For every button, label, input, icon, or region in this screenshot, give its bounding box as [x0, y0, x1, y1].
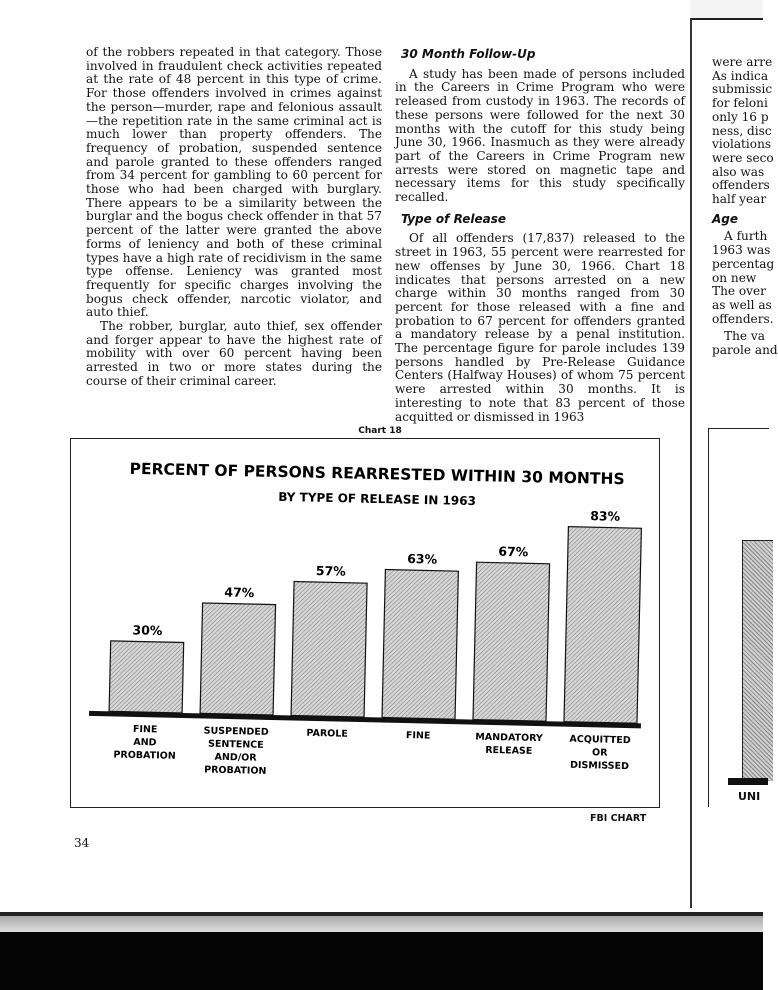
- text-column-right-clipped: [712, 55, 778, 358]
- line: also was: [712, 164, 765, 179]
- chart-body: [88, 497, 646, 786]
- line: violations: [712, 137, 772, 152]
- category-label: AND/OR: [214, 751, 257, 764]
- adjacent-chart-bar: [742, 540, 773, 781]
- bar-value-label: 83%: [590, 508, 621, 524]
- line: on new: [712, 270, 757, 285]
- category-label: ACQUITTED: [569, 733, 631, 747]
- paragraph: of the robbers repeated in that category. Those involved in fraudulent check activities repeated at the rate of 48 percent in this type of crime. For those offenders involved in crimes against the person—murder, rape and felonious assault—the repetition rate in the same criminal act is much lower than property offenders. The frequency of probation, suspended sentence and parole granted to these offenders ranged from 34 percent for gambling to 60 percent for those who had been charged with burglary. There appears to be a similarity between the burglar and the bogus check offender in that 57 percent of the latter were granted the above forms of leniency and both of these criminal types have a high rate of recidivism in the same type offense. Leniency was granted most frequently for specific charges involving the bogus check offender, narcotic violator, and auto thief.: [86, 45, 382, 320]
- category-label: FINE: [132, 723, 158, 736]
- category-label: OR: [591, 747, 608, 759]
- text-column-middle: [395, 46, 685, 424]
- line: half year: [712, 192, 767, 207]
- line: submissic: [712, 82, 773, 97]
- line: offenders.: [712, 311, 774, 326]
- category-label: FINE: [405, 730, 431, 742]
- section-heading: Age: [712, 211, 739, 226]
- category-label: MANDATORY: [475, 731, 543, 745]
- line: as well as: [712, 297, 772, 312]
- line: A furth: [724, 229, 768, 244]
- chart-subtitle: BY TYPE OF RELEASE IN 1963: [278, 489, 477, 509]
- chart-bar: [382, 570, 458, 720]
- line: were seco: [712, 150, 774, 165]
- chart-baseline: [89, 711, 641, 729]
- section-heading: Type of Release: [401, 211, 506, 226]
- category-label: SUSPENDED: [203, 725, 269, 738]
- category-label: PROBATION: [113, 749, 176, 762]
- adjacent-chart-label: UNI: [738, 790, 761, 803]
- section-heading: 30 Month Follow-Up: [401, 47, 536, 61]
- bar-value-label: 67%: [498, 543, 529, 560]
- line: ness, disc: [712, 123, 772, 138]
- chart-18-frame: [70, 438, 660, 808]
- scan-background: [0, 932, 763, 990]
- bar-value-label: 47%: [224, 584, 255, 601]
- chart-caption: Chart 18: [358, 426, 402, 436]
- chart-credit: FBI CHART: [590, 813, 647, 824]
- page-number: 34: [74, 836, 90, 850]
- bar-value-label: 63%: [407, 551, 438, 567]
- bar-chart: [71, 439, 659, 807]
- line: parole and: [712, 343, 778, 358]
- paragraph: A study has been made of persons included in the Careers in Crime Program who were released from custody in 1963. The records of these persons were followed for the next 30 months with the cutoff for this study being June 30, 1966. Inasmuch as they were already part of the Careers in Crime Program new arrests were stored on magnetic tape and necessary items for this study specifically recalled.: [395, 66, 685, 205]
- chart-title: PERCENT OF PERSONS REARRESTED WITHIN 30 MONTHS: [129, 459, 625, 489]
- line: The over: [712, 284, 766, 299]
- chart-bar: [109, 641, 184, 713]
- category-label: PAROLE: [306, 727, 348, 740]
- line: for feloni: [712, 96, 768, 111]
- chart-bar: [473, 562, 550, 721]
- line: offenders: [712, 178, 770, 193]
- chart-bar: [291, 582, 367, 718]
- scan-edge-shadow: [0, 916, 763, 932]
- line: 1963 was: [712, 243, 771, 258]
- line: percentag: [712, 256, 775, 271]
- text-column-left: [86, 46, 382, 389]
- line: The va: [724, 329, 765, 344]
- category-label: AND: [133, 736, 157, 749]
- paragraph: Of all offenders (17,837) released to the street in 1963, 55 percent were rearrested for new offenses by June 30, 1966. Chart 18 indicates that persons arrested on a new charge within 30 months ranged from 30 percent for those released with a fine and probation to 67 percent for offenders granted a mandatory release by a penal institution. The percentage figure for parole includes 139 persons handled by Pre-Release Guidance Centers (Halfway Houses) of whom 75 percent were arrested within 30 months. It is interesting to note that 83 percent of those acquitted or dismissed in 1963: [395, 231, 685, 424]
- page-gutter-line: [690, 18, 692, 913]
- line: only 16 p: [712, 109, 769, 124]
- bar-value-label: 57%: [315, 563, 346, 579]
- adjacent-page-edge: [690, 0, 763, 20]
- paragraph: The robber, burglar, auto thief, sex offender and forger appear to have the highest rate of mobility with over 60 percent having been arrested in two or more states during the course of their criminal career.: [86, 319, 382, 388]
- category-label: PROBATION: [204, 764, 267, 777]
- chart-bar: [200, 603, 275, 715]
- line: As indica: [712, 68, 769, 83]
- adjacent-chart-baseline: [728, 778, 768, 785]
- bar-value-label: 30%: [132, 622, 163, 639]
- chart-bar: [564, 527, 641, 724]
- line: were arre: [712, 55, 773, 69]
- category-label: SENTENCE: [207, 738, 264, 751]
- category-label: DISMISSED: [569, 759, 630, 773]
- category-label: RELEASE: [485, 744, 533, 757]
